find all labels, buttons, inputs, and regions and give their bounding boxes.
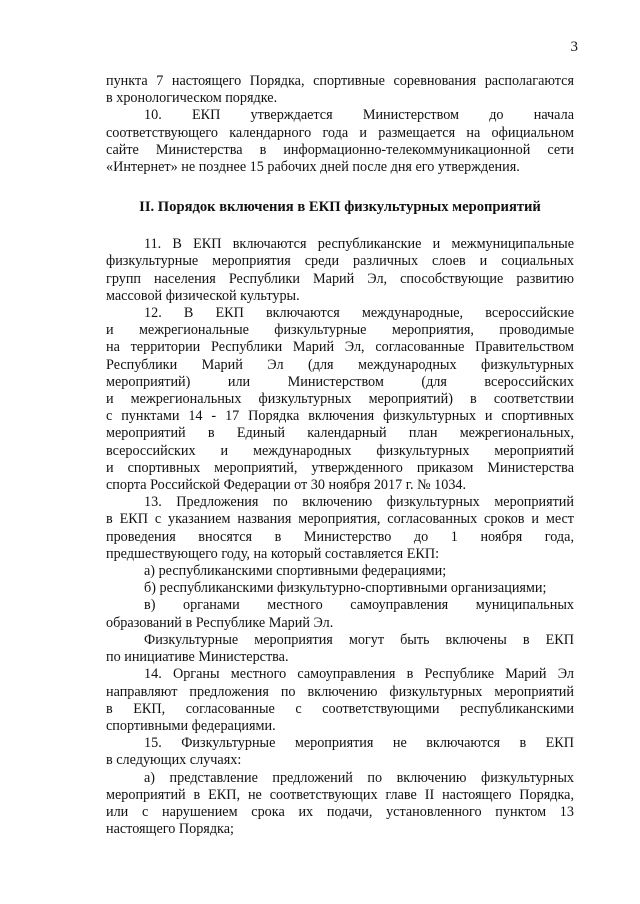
text-line: 12. В ЕКП включаются международные, всероссийские — [144, 305, 574, 322]
page-number: 3 — [570, 39, 578, 55]
text-line: 11. В ЕКП включаются республиканские и межмуниципальные — [144, 236, 574, 253]
paragraph-12 — [106, 305, 574, 494]
text-line: или с нарушением срока их подачи, установленного пунктом 13 — [106, 803, 574, 820]
text-line: предшествующего году, на который составляется ЕКП: — [106, 545, 440, 562]
paragraph-initiative — [106, 632, 574, 666]
text-line: и спортивных мероприятий, утвержденного приказом Министерства — [106, 459, 574, 476]
paragraph-15 — [106, 735, 574, 769]
text-line: в следующих случаях: — [106, 752, 242, 769]
text-line: сайте Министерства в информационно-телекоммуникационной сети — [106, 141, 574, 158]
text-line: по инициативе Министерства. — [106, 649, 289, 666]
text-line: массовой физической культуры. — [106, 287, 300, 304]
text-line: и межрегиональных физкультурных мероприятий) в соответствии — [106, 391, 574, 408]
text-line: образований в Республике Марий Эл. — [106, 614, 334, 631]
paragraph-11 — [106, 236, 574, 305]
text-line: групп населения Республики Марий Эл, способствующие развитию — [106, 270, 574, 287]
text-line: в) органами местного самоуправления муниципальных — [144, 597, 574, 614]
text-line: 14. Органы местного самоуправления в Республике Марий Эл — [144, 666, 574, 683]
text-line: 15. Физкультурные мероприятия не включаются в ЕКП — [144, 735, 574, 752]
text-line: всероссийских и международных физкультурных мероприятий — [106, 442, 574, 459]
text-line: мероприятий в Единый календарный план межрегиональных, — [106, 425, 574, 442]
text-line: в хронологическом порядке. — [106, 90, 278, 107]
paragraph-10 — [106, 107, 574, 176]
text-line: мероприятий в ЕКП, не соответствующих главе II настоящего Порядка, — [106, 786, 574, 803]
paragraph-continuation — [106, 73, 574, 107]
text-line: пункта 7 настоящего Порядка, спортивные соревнования располагаются — [106, 73, 574, 89]
text-line: в ЕКП, согласованные с соответствующими республиканскими — [106, 700, 574, 717]
text-line: «Интернет» не позднее 15 рабочих дней после дня его утверждения. — [106, 159, 520, 176]
paragraph-14 — [106, 666, 574, 735]
text-line: а) республиканскими спортивными федерациями; — [144, 563, 447, 580]
text-line: 10. ЕКП утверждается Министерством до начала — [144, 107, 574, 124]
list-item-c — [106, 597, 574, 631]
text-line: б) республиканскими физкультурно-спортивными организациями; — [144, 580, 547, 597]
section-heading: II. Порядок включения в ЕКП физкультурных мероприятий — [139, 199, 541, 216]
text-line: и межрегиональные физкультурные мероприятия, проводимые — [106, 322, 574, 339]
list-item-15a — [106, 770, 574, 839]
text-line: физкультурные мероприятия среди различных слоев и социальных — [106, 253, 574, 270]
text-line: Физкультурные мероприятия могут быть включены в ЕКП — [144, 631, 574, 648]
text-line: с пунктами 14 - 17 Порядка включения физкультурных и спортивных — [106, 408, 574, 425]
text-line: проведения вносятся в Министерство до 1 ноября года, — [106, 528, 574, 545]
list-item-b — [106, 580, 574, 597]
text-line: соответствующего календарного года и размещается на официальном — [106, 124, 574, 141]
text-line: а) представление предложений по включению физкультурных — [144, 769, 574, 786]
text-line: в ЕКП с указанием названия мероприятия, согласованных сроков и мест — [106, 511, 574, 528]
text-line: 13. Предложения по включению физкультурных мероприятий — [144, 494, 574, 511]
text-line: спорта Российской Федерации от 30 ноября 2017 г. № 1034. — [106, 477, 467, 494]
text-line: спортивными федерациями. — [106, 717, 276, 734]
text-line: настоящего Порядка; — [106, 821, 234, 838]
text-line: на территории Республики Марий Эл, согласованные Правительством — [106, 339, 574, 356]
list-item-a — [106, 563, 574, 580]
document-body — [106, 73, 574, 838]
text-line: Республики Марий Эл (для международных физкультурных — [106, 356, 574, 373]
text-line: направляют предложения по включению физкультурных мероприятий — [106, 683, 574, 700]
paragraph-13 — [106, 494, 574, 563]
text-line: мероприятий) или Министерством (для всероссийских — [106, 373, 574, 390]
